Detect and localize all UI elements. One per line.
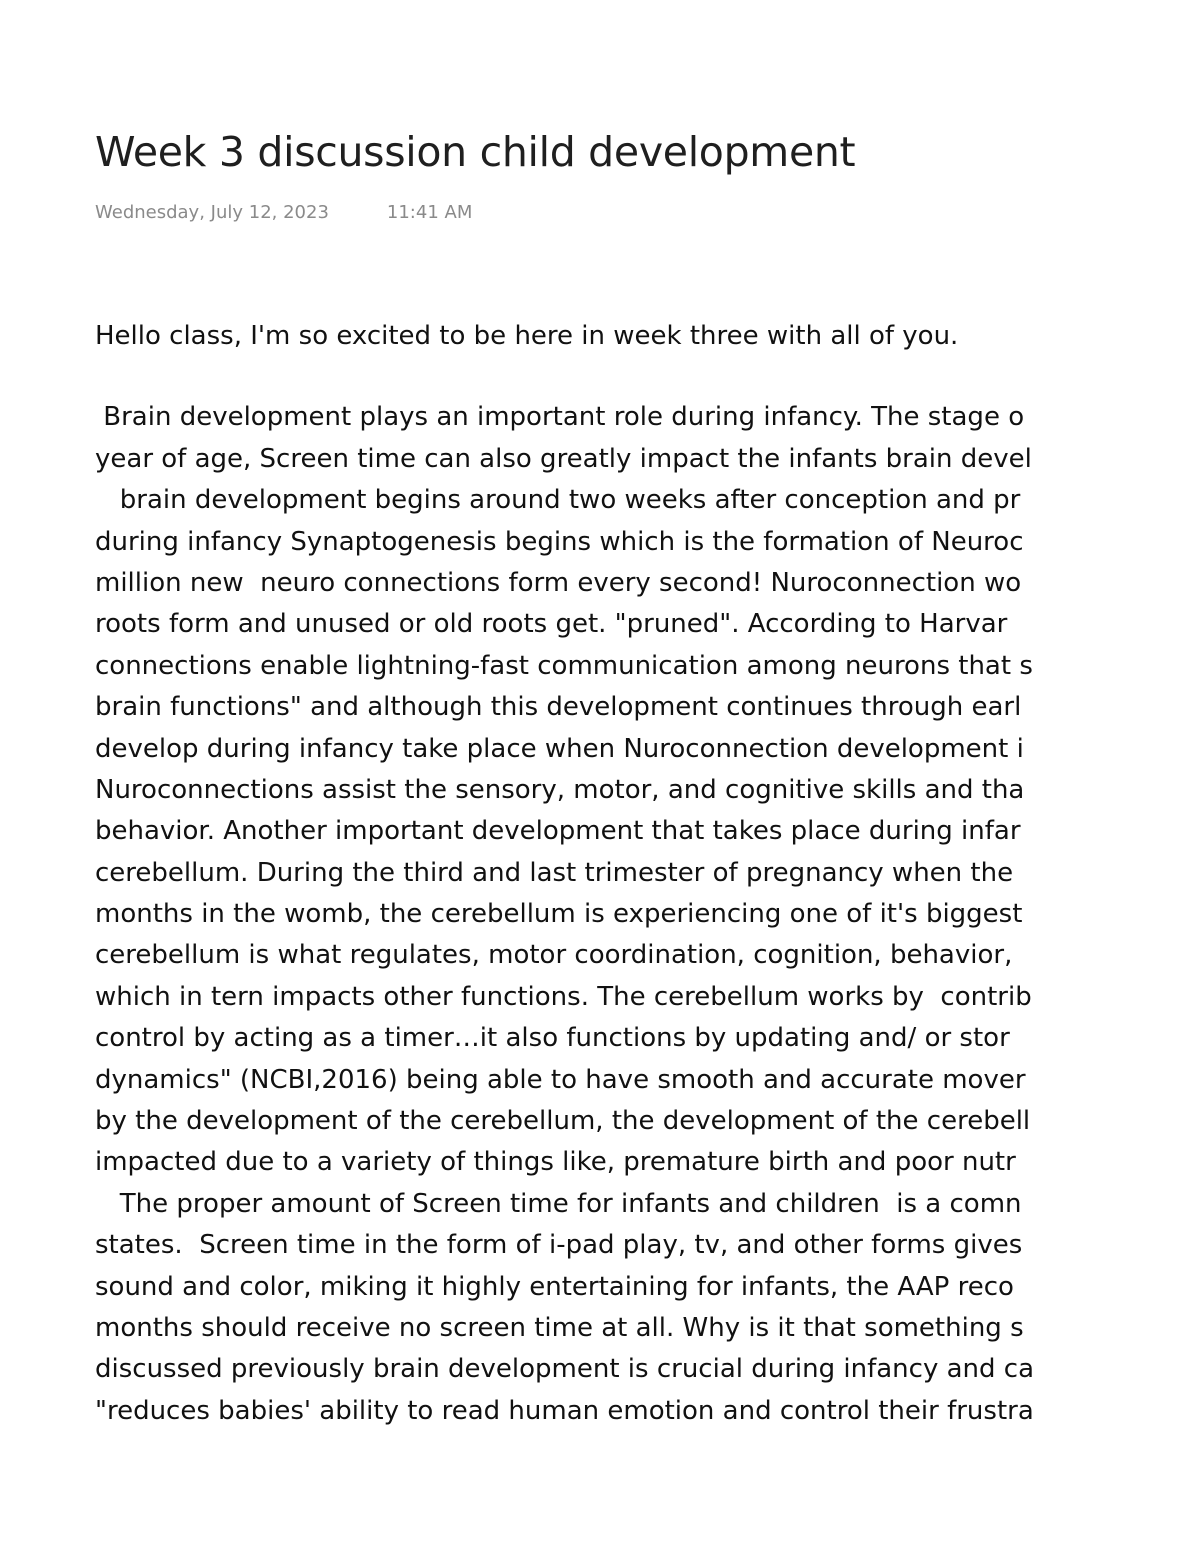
body-line: which in tern impacts other functions. The cerebellum works by contrib	[95, 981, 1032, 1012]
greeting-line: Hello class, I'm so excited to be here in week three with all of you.	[95, 321, 959, 351]
body-line: months in the womb, the cerebellum is experiencing one of it's biggest	[95, 899, 1023, 930]
body-line: dynamics" (NCBI,2016) being able to have smooth and accurate mover	[95, 1064, 1026, 1095]
body-line: brain functions" and although this development continues through earl	[95, 692, 1022, 723]
body-line: by the development of the cerebellum, the development of the cerebell	[95, 1106, 1031, 1137]
body-line: roots form and unused or old roots get. "pruned". According to Harvar	[95, 609, 1008, 640]
body-line: million new neuro connections form every second! Nuroconnection wo	[95, 567, 1022, 598]
note-body[interactable]	[95, 316, 1200, 1432]
body-line: discussed previously brain development is crucial during infancy and ca	[95, 1354, 1035, 1385]
note-time: 11:41 AM	[386, 202, 473, 223]
body-line: brain development begins around two weeks after conception and pr	[95, 485, 1021, 516]
body-line: "reduces babies' ability to read human emotion and control their frustra	[95, 1395, 1034, 1426]
body-line: cerebellum is what regulates, motor coordination, cognition, behavior,	[95, 940, 1013, 971]
note-date: Wednesday, July 12, 2023	[95, 202, 329, 223]
body-line: months should receive no screen time at all. Why is it that something s	[95, 1312, 1024, 1343]
body-line: cerebellum. During the third and last trimester of pregnancy when the	[95, 857, 1014, 888]
body-line: develop during infancy take place when Nuroconnection development i	[95, 733, 1024, 764]
body-line: Brain development plays an important role during infancy. The stage o	[95, 402, 1025, 433]
body-line: year of age, Screen time can also greatly impact the infants brain devel	[95, 443, 1032, 474]
body-line: Nuroconnections assist the sensory, motor, and cognitive skills and tha	[95, 774, 1025, 805]
body-line: The proper amount of Screen time for infants and children is a comn	[95, 1188, 1022, 1219]
body-line: states. Screen time in the form of i-pad play, tv, and other forms gives	[95, 1230, 1023, 1261]
body-line: impacted due to a variety of things like, premature birth and poor nutr	[95, 1147, 1016, 1178]
paragraph-gap	[95, 357, 1200, 397]
body-line: control by acting as a timer…it also functions by updating and/ or stor	[95, 1023, 1010, 1054]
body-line: connections enable lightning-fast communication among neurons that s	[95, 650, 1033, 681]
note-timestamp	[95, 202, 472, 223]
body-line: sound and color, miking it highly entertaining for infants, the AAP reco	[95, 1271, 1014, 1302]
body-line: during infancy Synaptogenesis begins which is the formation of Neuroc	[95, 526, 1024, 557]
body-line: behavior. Another important development that takes place during infar	[95, 816, 1021, 847]
page-title: Week 3 discussion child development	[95, 128, 856, 176]
